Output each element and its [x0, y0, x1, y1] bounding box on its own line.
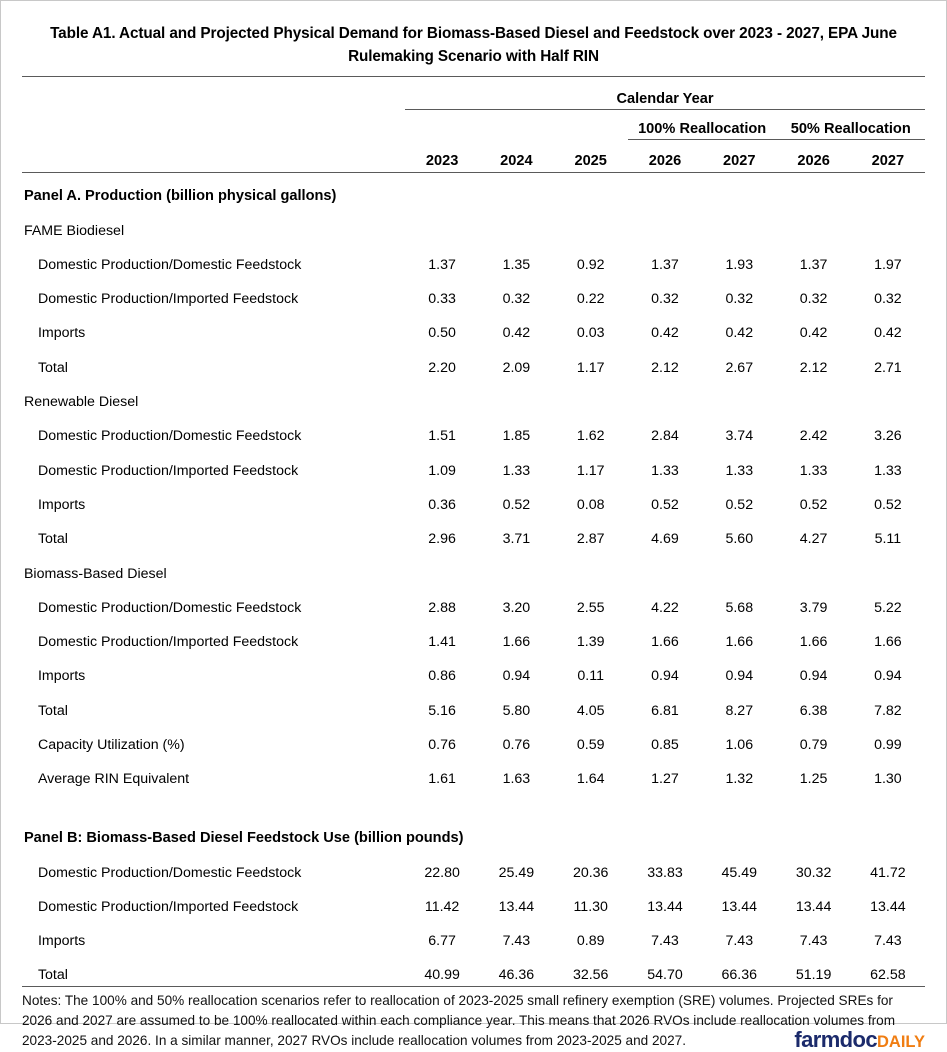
cell-value: 45.49 — [721, 864, 758, 881]
cell-value: 4.69 — [651, 531, 679, 548]
header-year-0: 2023 — [405, 140, 479, 173]
row-label: Total — [37, 359, 68, 376]
row-label: Domestic Production/Domestic Feedstock — [37, 864, 302, 881]
cell-value: 2.12 — [651, 359, 679, 376]
cell-value: 33.83 — [647, 864, 683, 881]
cell-value: 41.72 — [870, 864, 906, 881]
cell-value: 0.94 — [502, 668, 531, 685]
cell-value: 7.43 — [502, 933, 531, 950]
header-spacer — [22, 77, 405, 110]
cell-value: 1.39 — [576, 634, 605, 651]
logo-daily: DAILY — [877, 1033, 925, 1052]
cell-value: 1.66 — [874, 634, 902, 651]
cell-value: 11.30 — [573, 898, 608, 915]
cell-value: 1.37 — [799, 256, 828, 273]
table-row — [22, 516, 925, 550]
cell-value: 0.50 — [428, 325, 456, 342]
header-spacer — [22, 140, 405, 173]
cell-value: 1.33 — [874, 462, 902, 479]
cell-value: 7.82 — [874, 702, 902, 719]
cell-value: 1.62 — [576, 428, 605, 445]
cell-value: 6.38 — [799, 702, 828, 719]
cell-value: 1.97 — [874, 256, 902, 273]
cell-value: 1.09 — [428, 462, 456, 479]
panel-gap — [22, 790, 925, 815]
cell-value: 1.85 — [502, 428, 531, 445]
cell-value: 62.58 — [870, 967, 906, 984]
panel-a-heading-row — [22, 173, 925, 208]
row-label: Capacity Utilization (%) — [37, 737, 185, 753]
cell-value: 13.44 — [498, 898, 535, 915]
header-100-reallocation: 100% Reallocation — [628, 110, 777, 140]
header-spacer-years — [405, 110, 628, 140]
cell-value: 0.94 — [874, 668, 902, 685]
cell-value: 1.66 — [651, 634, 679, 651]
table-row — [22, 756, 925, 790]
header-calendar-year: Calendar Year — [405, 77, 925, 110]
panel-a-heading: Panel A. Production (billion physical gallons) — [23, 188, 337, 205]
header-year-5: 2026 — [776, 140, 850, 173]
cell-value: 1.64 — [576, 771, 605, 788]
cell-value: 0.36 — [428, 496, 456, 513]
cell-value: 8.27 — [725, 702, 754, 719]
cell-value: 0.32 — [502, 291, 531, 308]
cell-value: 0.42 — [799, 325, 828, 342]
cell-value: 1.32 — [725, 771, 754, 788]
panel-b-heading-row — [22, 815, 925, 849]
panel-b-heading: Panel B: Biomass-Based Diesel Feedstock Use (billion pounds) — [23, 830, 464, 847]
cell-value: 1.33 — [725, 462, 754, 479]
section-heading-row — [22, 379, 925, 413]
cell-value: 3.71 — [502, 531, 531, 548]
farmdoc-daily-logo — [794, 1029, 925, 1051]
cell-value: 25.49 — [498, 864, 535, 881]
row-label: Imports — [37, 668, 86, 685]
cell-value: 2.67 — [725, 359, 754, 376]
cell-value: 0.22 — [576, 291, 605, 308]
cell-value: 3.79 — [799, 599, 828, 616]
header-year-2: 2025 — [554, 140, 628, 173]
cell-value: 0.85 — [651, 737, 679, 753]
cell-value: 6.81 — [651, 702, 679, 719]
section-heading: Biomass-Based Diesel — [23, 565, 167, 582]
cell-value: 13.44 — [647, 898, 683, 915]
cell-value: 0.94 — [725, 668, 754, 685]
cell-value: 0.59 — [576, 737, 605, 753]
cell-value: 54.70 — [647, 967, 683, 984]
cell-value: 0.32 — [725, 291, 754, 308]
table-row — [22, 482, 925, 516]
cell-value: 3.74 — [725, 428, 754, 445]
cell-value: 5.60 — [725, 531, 754, 548]
row-label: Average RIN Equivalent — [37, 771, 190, 788]
cell-value: 1.30 — [874, 771, 902, 788]
cell-value: 2.87 — [576, 531, 605, 548]
cell-value: 2.42 — [799, 428, 828, 445]
table-row — [22, 242, 925, 276]
table-row — [22, 413, 925, 447]
cell-value: 0.33 — [428, 291, 456, 308]
table-row — [22, 952, 925, 986]
cell-value: 0.89 — [576, 933, 605, 950]
cell-value: 3.20 — [502, 599, 531, 616]
cell-value: 30.32 — [795, 864, 832, 881]
cell-value: 0.86 — [428, 668, 456, 685]
cell-value: 1.25 — [799, 771, 828, 788]
cell-value: 2.20 — [428, 359, 456, 376]
cell-value: 0.32 — [651, 291, 679, 308]
cell-value: 0.42 — [874, 325, 902, 342]
section-heading-row — [22, 550, 925, 584]
cell-value: 5.80 — [502, 702, 531, 719]
row-label: Domestic Production/Domestic Feedstock — [37, 428, 302, 445]
cell-value: 1.37 — [428, 256, 456, 273]
cell-value: 1.61 — [428, 771, 456, 788]
table-row — [22, 918, 925, 952]
cell-value: 1.93 — [725, 256, 754, 273]
row-label: Domestic Production/Imported Feedstock — [37, 898, 299, 915]
cell-value: 1.17 — [576, 359, 605, 376]
cell-value: 13.44 — [721, 898, 758, 915]
cell-value: 0.32 — [799, 291, 828, 308]
cell-value: 11.42 — [424, 898, 460, 915]
cell-value: 1.66 — [799, 634, 828, 651]
cell-value: 0.52 — [651, 496, 679, 513]
notes-text: Notes: The 100% and 50% reallocation scenarios refer to reallocation of 2023-2025 small refinery exemption (SRE) volumes. Projected SREs for 2026 and 2027 are assumed to be 100% reallocated within each compliance year. This means that 2026 RVOs include reallocation volumes from 2023-2025 and 2026. In a similar manner, 2027 RVOs include reallocation volumes from 2023-2025 and 2027. — [22, 993, 896, 1049]
section-heading: Renewable Diesel — [23, 394, 139, 411]
cell-value: 51.19 — [795, 967, 832, 984]
row-label: Total — [37, 702, 68, 719]
table-row — [22, 310, 925, 344]
cell-value: 1.33 — [651, 462, 679, 479]
row-label: Domestic Production/Domestic Feedstock — [37, 256, 302, 273]
cell-value: 1.35 — [502, 256, 531, 273]
cell-value: 4.22 — [651, 599, 679, 616]
table-row — [22, 447, 925, 481]
cell-value: 0.52 — [502, 496, 531, 513]
cell-value: 2.88 — [428, 599, 456, 616]
table-row — [22, 653, 925, 687]
row-label: Total — [37, 531, 68, 548]
table-row — [22, 619, 925, 653]
cell-value: 0.03 — [576, 325, 605, 342]
row-label: Domestic Production/Imported Feedstock — [37, 291, 299, 308]
cell-value: 7.43 — [799, 933, 828, 950]
cell-value: 1.51 — [428, 428, 456, 445]
cell-value: 6.77 — [428, 933, 456, 950]
data-table — [22, 76, 925, 986]
header-row-reallocation — [22, 110, 925, 140]
cell-value: 4.27 — [799, 531, 828, 548]
cell-value: 5.16 — [428, 702, 456, 719]
cell-value: 0.42 — [725, 325, 754, 342]
table-row — [22, 276, 925, 310]
section-heading-row — [22, 207, 925, 241]
cell-value: 66.36 — [721, 967, 758, 984]
cell-value: 0.79 — [799, 737, 828, 753]
cell-value: 3.26 — [874, 428, 902, 445]
row-label: Total — [37, 967, 68, 984]
cell-value: 2.71 — [874, 359, 902, 376]
cell-value: 2.55 — [576, 599, 605, 616]
row-label: Domestic Production/Domestic Feedstock — [37, 599, 302, 616]
table-row — [22, 687, 925, 721]
notes-section — [22, 986, 925, 1051]
cell-value: 0.99 — [874, 737, 902, 753]
cell-value: 1.17 — [576, 462, 605, 479]
cell-value: 0.11 — [577, 668, 604, 685]
cell-value: 5.68 — [725, 599, 754, 616]
cell-value: 13.44 — [870, 898, 906, 915]
header-year-4: 2027 — [702, 140, 776, 173]
cell-value: 40.99 — [424, 967, 460, 984]
table-row — [22, 849, 925, 883]
header-spacer — [22, 110, 405, 140]
cell-value: 0.92 — [576, 256, 605, 273]
cell-value: 0.52 — [725, 496, 754, 513]
header-year-1: 2024 — [479, 140, 553, 173]
cell-value: 7.43 — [874, 933, 902, 950]
cell-value: 46.36 — [498, 967, 535, 984]
section-heading: FAME Biodiesel — [23, 222, 125, 239]
cell-value: 2.09 — [502, 359, 531, 376]
panel-gap-cell — [22, 790, 925, 815]
row-label: Imports — [37, 933, 86, 950]
cell-value: 0.52 — [799, 496, 828, 513]
cell-value: 20.36 — [572, 864, 609, 881]
cell-value: 1.66 — [502, 634, 531, 651]
cell-value: 2.12 — [799, 359, 828, 376]
header-year-3: 2026 — [628, 140, 702, 173]
cell-value: 1.33 — [502, 462, 531, 479]
table-row — [22, 344, 925, 378]
cell-value: 0.32 — [874, 291, 902, 308]
cell-value: 1.66 — [725, 634, 754, 651]
cell-value: 22.80 — [424, 864, 460, 881]
cell-value: 2.84 — [651, 428, 679, 445]
table-row — [22, 585, 925, 619]
cell-value: 0.42 — [502, 325, 531, 342]
cell-value: 1.63 — [502, 771, 531, 788]
row-label: Imports — [37, 325, 86, 342]
page-title: Table A1. Actual and Projected Physical Demand for Biomass-Based Diesel and Feedstock over 2023 - 2027, EPA June Rulemaking Scenario with Half RIN — [50, 25, 897, 65]
cell-value: 0.76 — [502, 737, 531, 753]
cell-value: 1.37 — [651, 256, 679, 273]
cell-value: 32.56 — [572, 967, 609, 984]
header-row-calendar-year — [22, 77, 925, 110]
cell-value: 0.52 — [874, 496, 902, 513]
cell-value: 1.33 — [799, 462, 828, 479]
cell-value: 1.27 — [651, 771, 679, 788]
cell-value: 5.22 — [874, 599, 902, 616]
cell-value: 4.05 — [576, 702, 605, 719]
header-year-6: 2027 — [851, 140, 925, 173]
row-label: Domestic Production/Imported Feedstock — [37, 634, 299, 651]
row-label: Domestic Production/Imported Feedstock — [37, 462, 299, 479]
table-row — [22, 884, 925, 918]
cell-value: 5.11 — [874, 531, 902, 548]
cell-value: 1.41 — [428, 634, 456, 651]
cell-value: 0.42 — [651, 325, 679, 342]
cell-value: 0.08 — [576, 496, 605, 513]
cell-value: 0.94 — [651, 668, 679, 685]
logo-farmdoc: farmdoc — [794, 1027, 877, 1052]
cell-value: 13.44 — [795, 898, 832, 915]
row-label: Imports — [37, 496, 86, 513]
header-50-reallocation: 50% Reallocation — [776, 110, 925, 140]
cell-value: 0.94 — [799, 668, 828, 685]
cell-value: 7.43 — [651, 933, 679, 950]
cell-value: 2.96 — [428, 531, 456, 548]
cell-value: 7.43 — [725, 933, 754, 950]
cell-value: 0.76 — [428, 737, 456, 753]
header-row-years — [22, 140, 925, 173]
cell-value: 1.06 — [725, 737, 754, 753]
table-row — [22, 722, 925, 756]
